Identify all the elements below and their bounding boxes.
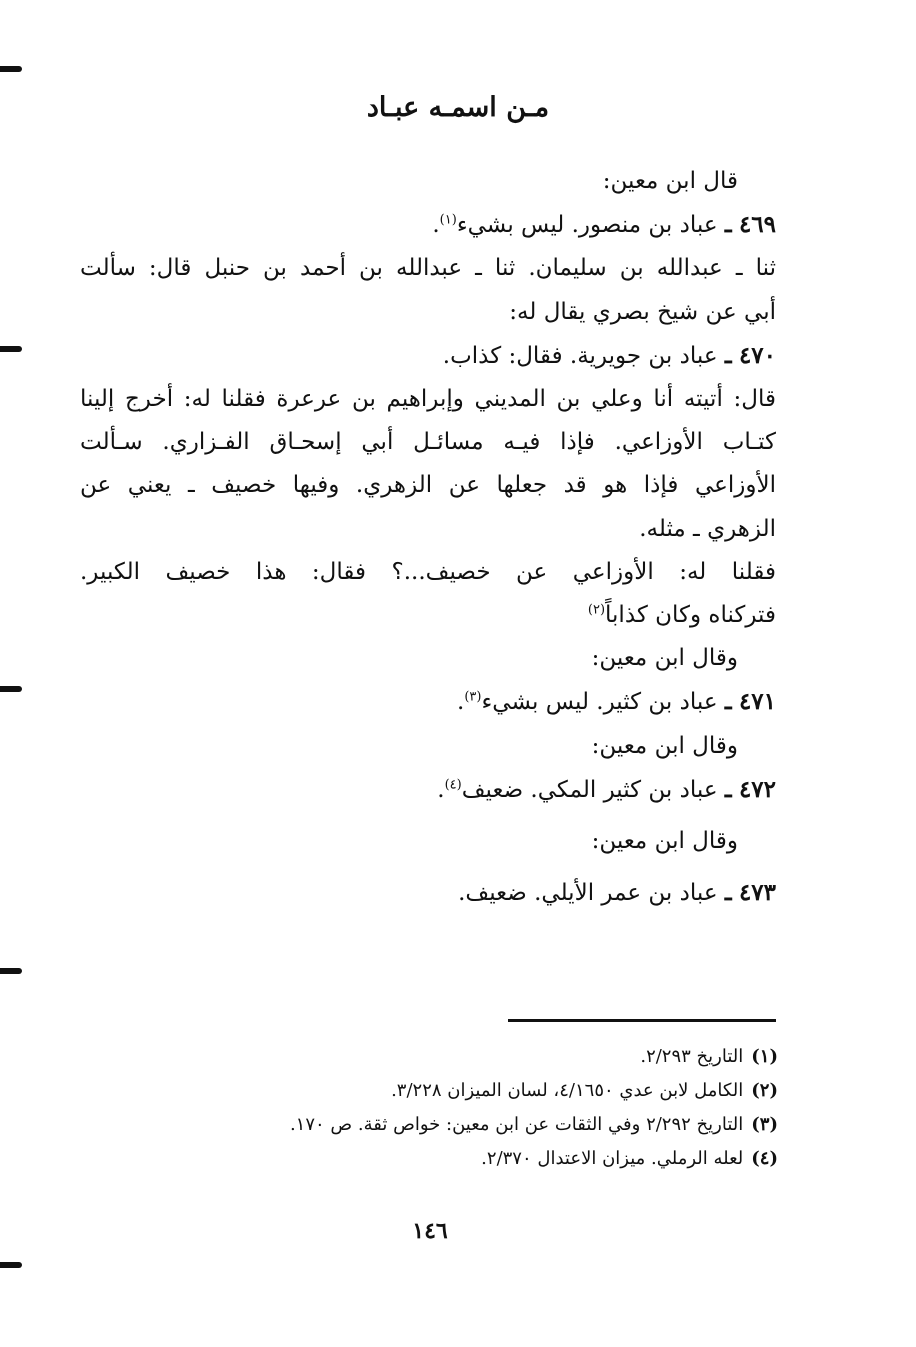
footnote: (١)التاريخ ٢/٢٩٣. [640, 1046, 778, 1067]
paragraph-line: الزهري ـ مثله. [639, 515, 776, 542]
paragraph-line: الأوزاعي فإذا هو قد جعلها عن الزهري. وفيها خصيف ـ يعني عن [80, 472, 776, 499]
paragraph-line: فقلنا له: الأوزاعي عن خصيف...؟ فقال: هذا خصيف الكبير. [80, 558, 776, 585]
entry-470: ٤٧٠ ـ عباد بن جويرية. فقال: كذاب. [442, 341, 776, 369]
entry-472: ٤٧٢ ـ عباد بن كثير المكي. ضعيف$^{(٤)}$. [437, 775, 776, 803]
footnote-separator [508, 1019, 776, 1022]
entry-text: عباد بن منصور. ليس بشيء [456, 212, 718, 239]
binding-mark [0, 346, 22, 352]
entry-number: ٤٧٣ [738, 879, 776, 907]
footnote-ref: (١) [439, 212, 457, 228]
footnote: (٢)الكامل لابن عدي ٤/١٦٥٠، لسان الميزان ٣/٢٢٨. [391, 1080, 778, 1101]
entry-text: عباد بن عمر الأيلي. ضعيف. [458, 880, 718, 907]
isnad-line: ثنا ـ عبدالله بن سليمان. ثنا ـ عبدالله بن أحمد بن حنبل قال: سألت [80, 255, 776, 282]
entry-text: عباد بن جويرية. فقال: كذاب. [442, 342, 718, 369]
footnote-ref: (٤) [444, 777, 462, 793]
narrator-intro: وقال ابن معين: [591, 732, 738, 759]
paragraph-line: فتركناه وكان كذاباً$^{(٢)}$ [587, 602, 776, 629]
entry-number: ٤٧٢ [738, 775, 776, 803]
binding-mark [0, 1262, 22, 1268]
narrator-intro: وقال ابن معين: [591, 645, 738, 672]
entry-number: ٤٧١ [738, 688, 776, 716]
binding-mark [0, 968, 22, 974]
entry-number: ٤٧٠ [738, 341, 776, 369]
footnote-ref: (٣) [464, 689, 482, 705]
footnote: (٤)لعله الرملي. ميزان الاعتدال ٢/٣٧٠. [481, 1148, 778, 1169]
footnotes [78, 1040, 778, 1176]
entry-473: ٤٧٣ ـ عباد بن عمر الأيلي. ضعيف. [458, 879, 776, 907]
entry-469: ٤٦٩ ـ عباد بن منصور. ليس بشيء$^{(١)}$. [432, 211, 776, 239]
narrator-intro: قال ابن معين: [602, 168, 738, 194]
binding-mark [0, 66, 22, 72]
paragraph-line: قال: أتيته أنا وعلي بن المديني وإبراهيم بن عرعرة فقلنا له: أخرج إلينا [80, 386, 776, 413]
entry-471: ٤٧١ ـ عباد بن كثير. ليس بشيء$^{(٣)}$. [457, 688, 776, 716]
binding-mark [0, 686, 22, 692]
page-number: ١٤٦ [412, 1218, 448, 1244]
entry-text: عباد بن كثير. ليس بشيء [481, 689, 718, 716]
main-text [80, 160, 776, 915]
entry-text: عباد بن كثير المكي. ضعيف [461, 776, 718, 803]
isnad-line: أبي عن شيخ بصري يقال له: [509, 298, 776, 325]
paragraph-line: كتـاب الأوزاعي. فإذا فيـه مسائـل أبي إسحـاق الفـزاري. سـألت [80, 429, 776, 456]
footnote-ref: (٢) [587, 602, 606, 618]
chapter-title: مـن اسمـه عبـاد [366, 92, 550, 123]
footnote: (٣)التاريخ ٢/٢٩٢ وفي الثقات عن ابن معين: خواص ثقة. ص ١٧٠. [289, 1114, 778, 1135]
entry-number: ٤٦٩ [738, 211, 776, 239]
narrator-intro: وقال ابن معين: [591, 828, 738, 855]
